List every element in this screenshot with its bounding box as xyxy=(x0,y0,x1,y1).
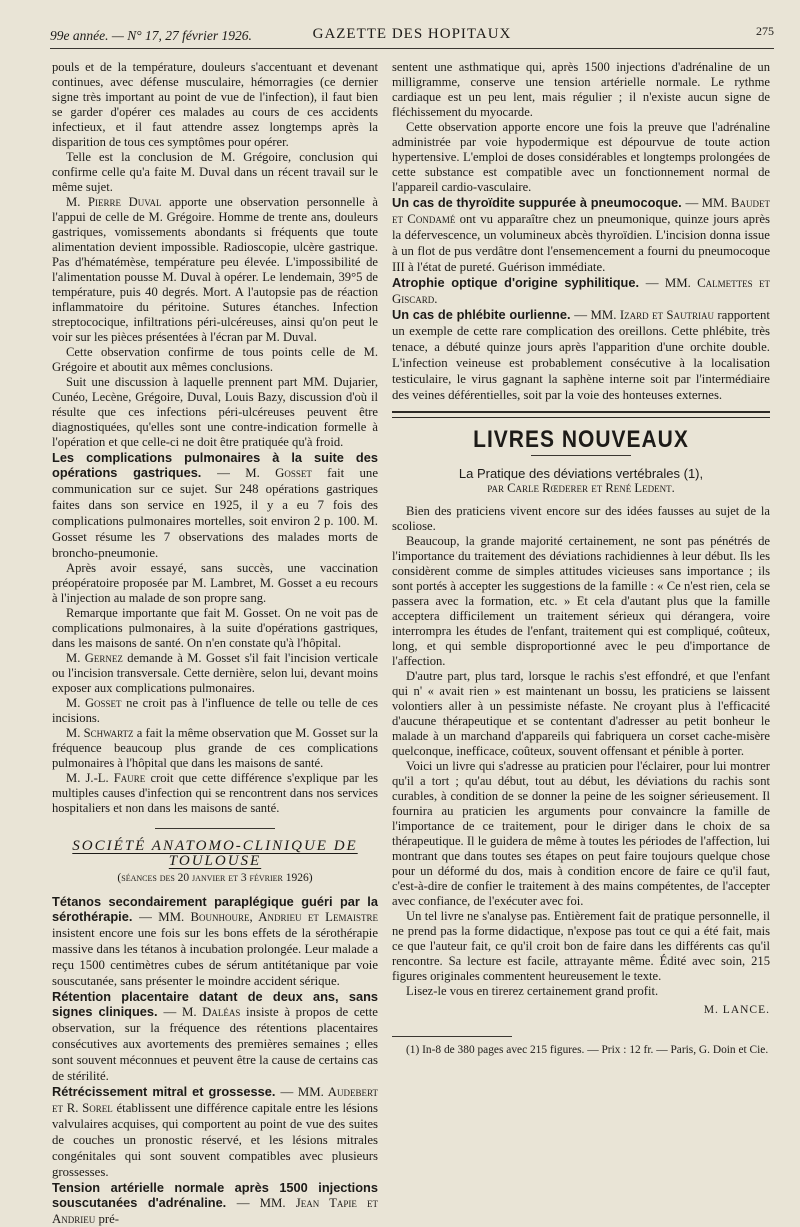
section-paragraph: Tétanos secondairement paraplégique guéri par la sérothérapie. — MM. Bounhoure, Andrieu et Lemaistre insistent encore une fois sur les bons effets de la sérothérapie massive dans les tétanos à incubation prolongée. Leur malade a reçu 1500 centimètres cubes de sérum antitétanique par voie souscutanée, sans présenter le moindre accident sérique. xyxy=(52,894,378,988)
section-paragraph: Les complications pulmonaires à la suite des opérations gastriques. — M. Gosset fait une communication sur ce sujet. Sur 248 opérations gastriques faites dans son service en 1925, il y a eu 7 fois des complications pulmonaires mortelles, soit environ 2 p. 100. M. Gosset résume les 7 observations des malades morts de broncho-pneumonie. xyxy=(52,450,379,560)
author-name: M. Daléas xyxy=(181,1005,241,1019)
paragraph-text: a fait la même observation que M. Gosset sur la fréquence beaucoup plus grande de ces complications pulmonaires à l'hôpital que dans les maisons de santé. xyxy=(52,726,378,770)
paragraph xyxy=(52,726,378,771)
paragraph-text: ne croit pas à l'influence de telle ou telle de ces incisions. xyxy=(52,696,378,725)
section-paragraph: Atrophie optique d'origine syphilitique. — MM. Calmettes et Giscard. xyxy=(392,275,770,306)
society-subtitle: (séances des 20 janvier et 3 février 1926) xyxy=(117,872,313,884)
section-heading: Un cas de thyroïdite suppurée à pneumocoque. xyxy=(392,195,682,210)
paragraph xyxy=(52,696,378,726)
author-name: M. Gosset xyxy=(66,696,122,710)
author-name: M. Schwartz xyxy=(66,726,134,740)
paragraph-text: insiste à propos de cette observation, sur la fréquence des rétentions placentaires consécutives aux avortements des premières semaines ; elles sont souvent méconnues et peuvent être la cause de certains cas de stérilité. xyxy=(52,1005,378,1083)
section-paragraph: Un cas de thyroïdite suppurée à pneumocoque. — MM. Baudet et Condamé ont vu apparaître chez un pneumonique, quinze jours après la défervescence, un volumineux abcès thyroïdien. L'incision donna issue à un flot de pus verdâtre dont l'ensemencement a fourni du pneumocoque III à l'état de pureté. Guérison immédiate. xyxy=(392,195,771,274)
paragraph-text: pré- xyxy=(95,1212,120,1226)
section-heading: Tension artérielle normale après 1500 injections souscutanées d'adrénaline. xyxy=(52,1180,378,1210)
author-name: MM. Audebert et R. Sorel xyxy=(52,1085,379,1115)
paragraph-text: rapportent un exemple de cette rare complication des oreillons. Cette phlébite, très tenace, a débuté quinze jours après l'apparition d'une orchite double. L'infection veineuse est probablement consécutive à la localisation testiculaire, le virus gagnant la saphène interne soit par l'intermédiaire des veines déférentielles, soit par la voie des honteuses externes. xyxy=(392,308,770,402)
paragraph-text: apporte une observation personnelle à l'appui de celle de M. Grégoire. Homme de trente ans, douleurs gastriques, vomissements abondants si fréquents que toute alimentation devient impossible. Radioscopie, ulcère gastrique. Pas d'hématémèse, température peu élevée. L'impossibilité de l'alimentation pousse M. Duval à opérer. Le lendemain, 39°5 de température, puis 40 degrés. Mort. A l'autopsie pas de réaction inflammatoire du péritoine. Sutures étanches. Infection streptococique, infiltrations péri-ulcéreuses, ainsi qu'on peut le voir sur les pièces présentées à l'écran par M. Duval. xyxy=(52,195,378,344)
paragraph: Telle est la conclusion de M. Grégoire, conclusion qui confirme celle qu'a faite M. Duval dans un récent travail sur le même sujet. xyxy=(52,150,378,194)
paragraph-text: établissent une différence capitale entre les lésions valvulaires acquises, qui comportent au point de vue des suites de couches un pronostic réservé, et les lésions mitrales congénitales qui sont souvent compatibles avec plusieurs grossesses. xyxy=(52,1101,379,1179)
paragraph-text: fait une communication sur ce sujet. Sur 248 opérations gastriques faites dans son service en 1925, il y a eu 7 fois des complications pulmonaires mortelles, soit environ 2 p. 100. M. Gosset résume les 7 observations des malades morts de broncho-pneumonie. xyxy=(52,466,379,560)
paragraph: Cette observation apporte encore une fois la preuve que l'adrénaline administrée par voie hypodermique est dépourvue de toute action hypertensive. L'emploi de doses considérables et longtemps prolongées de cette substance est compatible avec un fonctionnement normal de l'appareil cardio-vasculaire. xyxy=(392,120,770,194)
journal-title: GAZETTE DES HOPITAUX xyxy=(312,26,512,42)
section-heading: Atrophie optique d'origine syphilitique. xyxy=(392,275,640,290)
author-name: M. J.-L. Faure xyxy=(66,771,146,785)
running-header xyxy=(50,14,774,49)
section-divider xyxy=(392,411,770,418)
section-paragraph: Rétention placentaire datant de deux ans, sans signes cliniques. — M. Daléas insiste à propos de cette observation, sur la fréquence des rétentions placentaires consécutives aux avortements des premières semaines ; elles sont souvent méconnues et peuvent être la cause de certains cas de stérilité. xyxy=(52,989,378,1083)
paragraph-text: ont vu apparaître chez un pneumonique, quinze jours après la défervescence, un volumineux abcès thyroïdien. L'incision donna issue à un flot de pus verdâtre dont l'ensemencement a fourni du pneumocoque III à l'état de pureté. Guérison immédiate. xyxy=(392,212,771,274)
page-number: 275 xyxy=(756,24,774,38)
section-heading: Rétention placentaire datant de deux ans, sans signes cliniques. xyxy=(52,989,378,1019)
paragraph: Bien des praticiens vivent encore sur des idées fausses au sujet de la scoliose. xyxy=(392,504,770,533)
paragraph: Lisez-le vous en tirerez certainement grand profit. xyxy=(406,984,659,998)
paragraph: Un tel livre ne s'analyse pas. Entièrement fait de pratique personnelle, il ne prend pas la forme didactique, n'expose pas tout ce qui a été fait, mais ce que l'auteur fait, ce qu'il croit bon de faire dans les différents cas qu'il rencontre. Sa lecture est facile, attrayante même. Édité avec soin, 215 figures originales commentent heureusement le texte. xyxy=(392,909,770,983)
review-signature: M. LANCE. xyxy=(703,1004,770,1016)
section-heading: Tétanos secondairement paraplégique guéri par la sérothérapie. xyxy=(52,894,378,924)
section-paragraph: Tension artérielle normale après 1500 injections souscutanées d'adrénaline. — MM. Jean Tapie et Andrieu pré- xyxy=(52,1180,379,1226)
paragraph: Voici un livre qui s'adresse au praticien pour l'éclairer, pour lui montrer qu'il a tort ; qu'au début, tout au début, les déviations du rachis sont curables, à condition de se donner la peine de les soigner sérieusement. Il fournira au praticien les arguments pour convaincre la famille de l'importance de ce traitement, pour le diriger dans le choix de sa thérapeutique. Il le guidera de même à toutes les périodes de l'affection, lui montrant que dans toutes ses étapes on peut faire toujours quelque chose pour un déformé du dos, mais à condition encore de faire ce qu'il faut, c'est-à-dire de confier le traitement à des mains compétentes, de l'accepter avec confiance, de l'exécuter avec foi. xyxy=(392,759,770,908)
author-name: MM. Bounhoure, Andrieu et Lemaistre xyxy=(158,910,378,924)
section-paragraph: Un cas de phlébite ourlienne. — MM. Izard et Sautriau rapportent un exemple de cette rare complication des oreillons. Cette phlébite, très tenace, a débuté quinze jours après l'apparition d'une orchite double. L'infection veineuse est probablement consécutive à la localisation testiculaire, le virus gagnant la saphène interne soit par l'intermédiaire des veines déférentielles, soit par la voie des honteuses externes. xyxy=(392,307,770,402)
title-underline xyxy=(531,455,631,456)
section-divider xyxy=(155,828,275,829)
author-name: MM. Baudet et Condamé xyxy=(392,196,770,226)
section-heading: Rétrécissement mitral et grossesse. xyxy=(52,1084,276,1099)
paragraph-text: croit que cette différence s'explique par les multiples causes d'infection qui se rencontrent dans nos services hospitaliers et non dans les maisons de santé. xyxy=(52,771,378,815)
section-heading: Les complications pulmonaires à la suite des opérations gastriques. xyxy=(52,450,378,480)
author-name: MM. Izard et Sautriau xyxy=(590,308,714,322)
author-name: M. Pierre Duval xyxy=(66,195,162,209)
paragraph: pouls et de la température, douleurs s'accentuant et devenant continues, avec défense musculaire, hémorragies (ce dernier signe très important au point de vue de l'infection), il faut bien se garder d'opérer ces malades au cours de ces accidents infectieux, et il faut attendre assez longtemps après la disparition de tous ces symptômes pour opérer. xyxy=(52,60,378,149)
society-title: SOCIÉTÉ ANATOMO-CLINIQUE DE TOULOUSE xyxy=(72,838,358,869)
section-title: LIVRES NOUVEAUX xyxy=(473,426,689,453)
author-name: MM. Jean Tapie et Andrieu xyxy=(52,1196,379,1226)
footnote: (1) In-8 de 380 pages avec 215 figures. — Prix : 12 fr. — Paris, G. Doin et Cie. xyxy=(406,1044,769,1056)
paragraph-text: demande à M. Gosset s'il fait l'incision verticale ou l'incision transversale. Cette dernière, selon lui, devant moins exposer aux complications pulmonaires. xyxy=(52,651,378,695)
paragraph: D'autre part, plus tard, lorsque le rachis s'est effondré, et que l'enfant qui n' « avait rien » est maintenant un bossu, les praticiens se laissent volontiers aller à un pessimiste néfaste. Ne croyant plus à l'efficacité d'aucune thérapeutique et se contentant d'adresser au petit bonheur le malade à un marchand d'appareils qui fabriquera un corset cache-misère quelconque, inefficace, coûteux, souvent offensant et pénible à porter. xyxy=(392,669,770,758)
issue-line: 99e année. — N° 17, 27 février 1926. xyxy=(50,28,252,43)
paragraph: Après avoir essayé, sans succès, une vaccination préopératoire proposée par M. Lambret, M. Gosset a eu recours à l'injection au malade de son propre sang. xyxy=(52,561,378,605)
author-name: MM. Calmettes et Giscard. xyxy=(392,276,770,306)
paragraph: Remarque importante que fait M. Gosset. On ne voit pas de complications pulmonaires, à la suite d'opérations gastriques, dans les maisons de santé. On n'en constate qu'à l'hôpital. xyxy=(52,606,378,650)
right-column xyxy=(392,60,770,1057)
paragraph xyxy=(52,651,378,696)
paragraph: Suit une discussion à laquelle prennent part MM. Dujarier, Cunéo, Lecène, Grégoire, Duval, Louis Bazy, discussion d'où il résulte que ces infections péri-ulcéreuses peuvent être diagnostiquées, qu'elles sont une contre-indication formelle à l'opération et que celle-ci ne doit être pratiquée qu'à froid. xyxy=(52,375,378,449)
paragraph: sentent une asthmatique qui, après 1500 injections d'adrénaline de un milligramme, conserve une tension artérielle normale. Le rythme cardiaque est un peu lent, mais régulier ; il n'existe aucun signe de fléchissement du myocarde. xyxy=(392,60,770,119)
author-name: M. Gernez xyxy=(66,651,123,665)
book-title: La Pratique des déviations vertébrales (1), xyxy=(458,466,704,481)
author-name: M. Gosset xyxy=(245,466,312,480)
paragraph: Cette observation confirme de tous points celle de M. Grégoire et aboutit aux mêmes conclusions. xyxy=(52,345,378,374)
section-heading: Un cas de phlébite ourlienne. xyxy=(392,307,571,322)
footnote-divider xyxy=(392,1036,512,1037)
paragraph: Beaucoup, la grande majorité certainement, ne sont pas pénétrés de l'importance du traitement des déviations rachidiennes à leur début. Ils les considèrent comme de simples attitudes vicieuses sans importance ; ils sont portés à accepter les suggestions de la famille : « Ce n'est rien, cela se passera avec la formation, etc. » Et cela d'autant plus que la famille acceptera difficilement un traitement sérieux qui dérangera, voire interrompra les études de l'enfant, traitement qui est compliqué, coûteux, long, et qui semble disproportionné avec le peu d'importance de l'affection. xyxy=(392,534,770,668)
paragraph xyxy=(52,771,378,816)
paragraph xyxy=(52,195,378,345)
paragraph-text: insistent encore une fois sur les bons effets de la sérothérapie massive dans les tétanos à incubation prolongée. Leur malade a reçu 1500 centimètres cubes de sérum antitétanique par voie souscutanée, sans présenter le moindre accident sérique. xyxy=(52,926,378,988)
book-authors: par Carle Rœderer et René Ledent. xyxy=(487,481,675,495)
section-paragraph: Rétrécissement mitral et grossesse. — MM. Audebert et R. Sorel établissent une différence capitale entre les lésions valvulaires acquises, qui comportent au point de vue des suites de couches un pronostic réservé, et les lésions mitrales congénitales qui sont souvent compatibles avec plusieurs grossesses. xyxy=(52,1084,379,1179)
left-column xyxy=(52,60,378,1227)
